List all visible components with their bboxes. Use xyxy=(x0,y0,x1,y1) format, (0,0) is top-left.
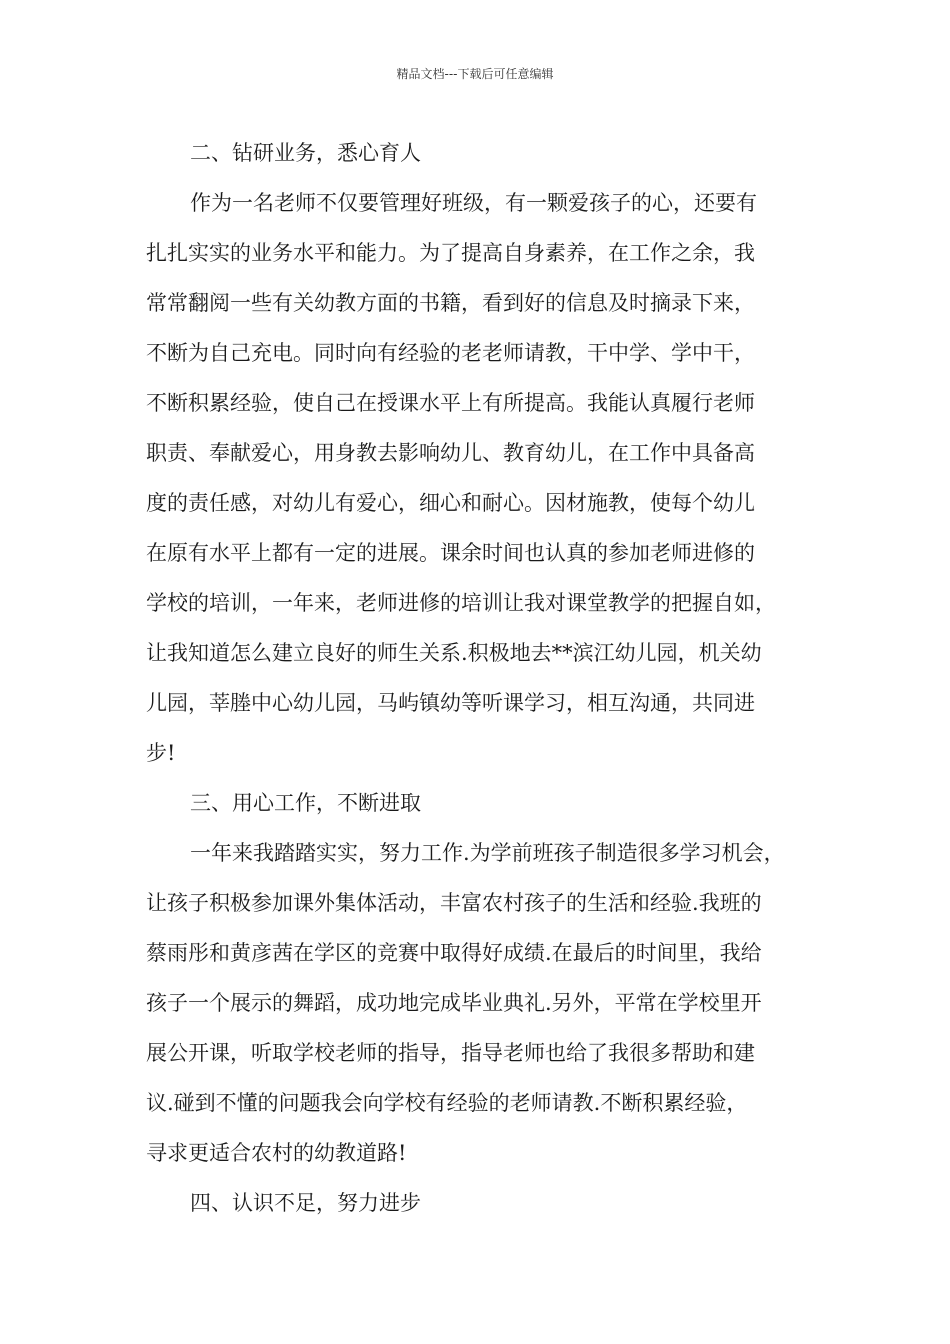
paragraph-line: 儿园，莘塍中心幼儿园，马屿镇幼等听课学习，相互沟通，共同进 xyxy=(146,691,755,715)
paragraph-line: 寻求更适合农村的幼教道路! xyxy=(146,1141,407,1165)
paragraph-line: 让我知道怎么建立良好的师生关系.积极地去**滨江幼儿园，机关幼 xyxy=(146,641,762,665)
paragraph-line: 学校的培训，一年来，老师进修的培训让我对课堂教学的把握自如， xyxy=(146,591,776,615)
paragraph-line: 议.碰到不懂的问题我会向学校有经验的老师请教.不断积累经验， xyxy=(146,1091,748,1115)
paragraph-line: 一年来我踏踏实实，努力工作.为学前班孩子制造很多学习机会， xyxy=(190,841,785,865)
paragraph-line: 度的责任感，对幼儿有爱心，细心和耐心。因材施教，使每个幼儿 xyxy=(146,491,755,515)
paragraph-line: 扎扎实实的业务水平和能力。为了提高自身素养，在工作之余，我 xyxy=(146,241,755,265)
paragraph-line: 让孩子积极参加课外集体活动，丰富农村孩子的生活和经验.我班的 xyxy=(146,891,762,915)
paragraph-line: 职责、奉献爱心，用身教去影响幼儿、教育幼儿，在工作中具备高 xyxy=(146,441,755,465)
section-heading: 三、用心工作，不断进取 xyxy=(190,791,421,815)
section-heading: 二、钻研业务，悉心育人 xyxy=(190,141,421,165)
paragraph-line: 展公开课，听取学校老师的指导，指导老师也给了我很多帮助和建 xyxy=(146,1041,755,1065)
paragraph-line: 不断积累经验，使自己在授课水平上有所提高。我能认真履行老师 xyxy=(146,391,755,415)
section-heading: 四、认识不足，努力进步 xyxy=(190,1191,421,1215)
paragraph-line: 不断为自己充电。同时向有经验的老老师请教，干中学、学中干， xyxy=(146,341,755,365)
paragraph-line: 步! xyxy=(146,741,176,765)
page-header: 精品文档---下载后可任意编辑 xyxy=(396,67,554,81)
paragraph-line: 作为一名老师不仅要管理好班级，有一颗爱孩子的心，还要有 xyxy=(190,191,757,215)
paragraph-line: 孩子一个展示的舞蹈，成功地完成毕业典礼.另外，平常在学校里开 xyxy=(146,991,762,1015)
paragraph-line: 常常翻阅一些有关幼教方面的书籍，看到好的信息及时摘录下来， xyxy=(146,291,755,315)
paragraph-line: 蔡雨彤和黄彦茜在学区的竞赛中取得好成绩.在最后的时间里，我给 xyxy=(146,941,762,965)
paragraph-line: 在原有水平上都有一定的进展。课余时间也认真的参加老师进修的 xyxy=(146,541,755,565)
document-body xyxy=(146,128,822,1228)
